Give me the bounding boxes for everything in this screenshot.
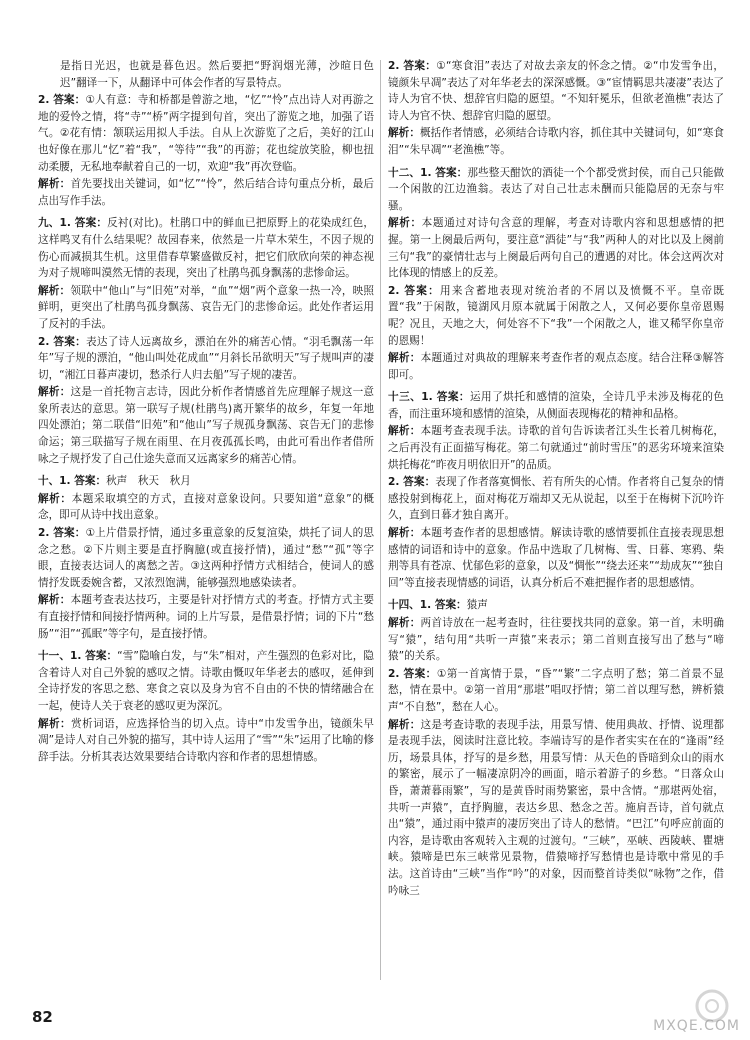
answer-entry — [388, 389, 724, 422]
answer-entry — [38, 491, 374, 524]
answer-label: 2. 答案： — [388, 60, 437, 72]
answer-entry — [388, 717, 724, 900]
answer-text: ①“寒食泪”表达了对故去亲友的怀念之情。②“巾发雪争出，镜颜朱早凋”表达了对年华老去的深深感慨。③“宦情羁思共凄凄”表达了诗人为官不快、想辞官归隐的愿望。“不知轩冕乐，但欲老渔樵”表达了诗人为官不快、想辞官归隐的愿望。 — [388, 60, 724, 122]
answer-text: 本题通过对诗句含意的理解，考查对诗歌内容和思想感情的把握。第一上阕最后两句，要注意“酒徒”与“我”两种人的对比以及上阕前三句“我”的豪情壮志与上阕最后两句自己的遭遇的对比。体会这两次对比体现的情感上的反差。 — [388, 217, 724, 280]
answer-text: 猿声 — [466, 599, 488, 612]
answer-text: 两首诗放在一起考查时，往往要找共同的意象。第一首，未明确写“猿”，结句用“共听一声猿”来表示；第二首则直接写出了愁与“啼猿”的关系。 — [388, 617, 724, 663]
answer-label: 解析： — [38, 594, 71, 607]
answer-entry — [38, 384, 374, 467]
answer-entry — [38, 92, 374, 175]
answer-text: 这是考查诗歌的表现手法，用景写情、使用典故、抒情、说理都是表现手法，阅读时注意比较。李端诗写的是作者实实在在的“逢雨”经历，场景具体，抒写的是乡愁，用景写情：从天色的昏暗到众山的雨水的繁密，展示了一幅凄凉阴冷的画面，暗示着游子的乡愁。“日落众山昏，萧萧暮雨繁”，写的是黄昏时雨势繁密，景中含情。“那堪两处宿，共听一声猿”，直抒胸臆，表达乡思、愁念之苦。施肩吾诗，首句就点出“猿”，通过雨中猿声的凄厉突出了诗人的愁情。“巴江”句呼应前面的内容，是诗歌由客观转入主观的过渡句。“三峡”，巫峡、西陵峡、瞿塘峡。猿啼是巴东三峡常见景物，借猿啼抒写愁情也是诗歌中常见的手法。这首诗由“三峡”当作“吟”的对象，因而整首诗类似“咏物”之作，借吟咏三 — [388, 718, 724, 897]
answer-label: 十四、1. 答案： — [388, 599, 467, 612]
answer-entry — [388, 125, 724, 158]
answer-text: 这是一首托物言志诗，因此分析作者情感首先应理解子规这一意象所表达的意思。第一联写子规(杜鹃鸟)离开繁华的故乡，年复一年地四处漂泊；第二联借“旧苑”和“他山”写子规孤身飘荡、哀告无门的悲惨命运；第三联描写子规在雨里、在月夜孤孤长鸣，由此可看出作者借所咏之子规抒发了自己仕途失意而又远离家乡的痛苦心情。 — [38, 386, 374, 465]
right-column — [388, 58, 724, 980]
answer-entry — [388, 423, 724, 473]
answer-text: 首先要找出关键词，如“忆”“怜”，然后结合诗句重点分析，最后点出写作手法。 — [38, 178, 374, 207]
column-divider — [380, 60, 381, 980]
answer-text: 用来含蓄地表现对统治者的不屑以及愤慨不平。皇帝既置“我”于闲散，镜湖风月原本就属于闲散之人，又何必要你皇帝恩赐呢？况且，天地之大，何处容不下“我”一个闲散之人，谁又稀罕你皇帝的恩赐！ — [388, 284, 724, 347]
answer-entry — [388, 165, 724, 215]
answer-entry — [388, 597, 724, 614]
answer-text: 运用了烘托和感情的渲染，全诗几乎未涉及梅花的色香，而注重环境和感情的渲染，从侧面表现梅花的精神和品格。 — [388, 391, 724, 420]
answer-text: 本题考查表达技巧，主要是针对抒情方式的考查。抒情方式主要有直接抒情和间接抒情两种。词的上片写景，是借景抒情；词的下片“愁肠”“泪”“孤眠”等字句，是直接抒情。 — [38, 594, 374, 640]
answer-text: “雪”隐喻白发，与“朱”相对，产生强烈的色彩对比，隐含着诗人对自己外貌的感叹之情。诗歌由慨叹年华老去的感叹，延伸到全诗抒发的客思之愁、寒食之哀以及身为官不自由的不快的情绪融合在一起，使诗人关于衰老的感叹更为深沉。 — [38, 650, 374, 712]
answer-entry — [388, 350, 724, 383]
answer-label: 2. 答案： — [388, 284, 441, 297]
answer-text: 本题通过对典故的理解来考查作者的观点态度。结合注释③解答即可。 — [388, 352, 724, 381]
answer-label: 解析： — [388, 352, 421, 365]
answer-label: 解析： — [38, 717, 72, 730]
answer-label: 2. 答案： — [38, 527, 86, 540]
answer-label: 解析： — [388, 617, 421, 629]
answer-text: ①人有意：寺和桥都是曾游之地，“忆”“怜”点出诗人对再游之地的爱怜之情，将“寺”“桥”两字提到句首，突出了游览之地，加强了语气。②花有情：颔联运用拟人手法。自从上次游览了之后，美好的江山也好像在那儿“忆”着“我”，“等待”“我”的再游；花也绽放笑脸，柳也扭动柔腰，无私地奉献着自己的一切，欢迎“我”再次登临。 — [38, 94, 374, 173]
answer-entry — [38, 334, 374, 384]
answer-label: 解析： — [388, 127, 420, 140]
answer-entry — [38, 592, 374, 642]
answer-entry — [38, 283, 374, 333]
left-column — [38, 58, 374, 980]
answer-text: 表现了作者落寞惆怅、若有所失的心情。作者将自己复杂的情感投射到梅花上，面对梅花万端却又无从说起，以至于在梅树下沉吟许久，直到日暮才独自离开。 — [388, 476, 724, 522]
answer-entry — [388, 58, 724, 124]
answer-entry — [38, 215, 374, 281]
answer-label: 解析： — [38, 386, 71, 399]
answer-text: 概括作者情感，必须结合诗歌内容，抓住其中关键词句，如“寒食泪”“朱早凋”“老渔樵”等。 — [388, 127, 724, 156]
answer-label: 解析： — [388, 527, 421, 540]
answer-label: 解析： — [388, 718, 421, 731]
answer-label: 十、1. 答案： — [38, 475, 107, 488]
answer-label: 九、1. 答案： — [38, 217, 108, 230]
watermark-text: MXQE.COM — [653, 1018, 740, 1034]
answer-entry — [38, 525, 374, 591]
answer-label: 解析： — [388, 425, 421, 438]
answer-label: 2. 答案： — [38, 94, 86, 107]
answer-text: 本题采取填空的方式，直接对意象设问。只要知道“意象”的概念，即可从诗中找出意象。 — [38, 492, 374, 522]
answer-text: 是指日光迟，也就是暮色迟。然后要把“野润烟光薄，沙暄日色迟”翻译一下，从翻译中可体会作者的写景特点。 — [60, 60, 374, 89]
answer-entry — [38, 648, 374, 714]
answer-text: 赏析词语，应选择恰当的切入点。诗中“巾发雪争出，镜颜朱早凋”是诗人对自己外貌的描写，其中诗人运用了“雪”“朱”运用了比喻的修辞手法。分析其表达效果要结合诗歌内容和作者的思想情感。 — [38, 717, 374, 763]
answer-text: 表达了诗人远离故乡，漂泊在外的痛苦心情。“羽毛飘荡一年年”写子规的漂泊，“他山叫处花成血”“月斜长吊欲明天”写子规叫声的凄切，“湘江日暮声凄切，愁杀行人归去船”写子规的凄苦。 — [38, 335, 374, 381]
page-number: 82 — [32, 1008, 53, 1026]
answer-text: 秋声 秋天 秋月 — [106, 475, 191, 488]
answer-entry — [38, 176, 374, 209]
answer-label: 解析： — [38, 284, 71, 297]
answer-text: 本题考查表现手法。诗歌的首句告诉读者江头生长着几树梅花，之后再没有正面描写梅花。第二句就通过“前时雪压”的恶劣环境来渲染烘托梅花“昨夜月明依旧开”的品质。 — [388, 425, 724, 471]
answer-entry — [388, 215, 724, 281]
answer-entry — [388, 615, 724, 665]
answer-label: 解析： — [38, 178, 71, 191]
answer-text: 反衬(对比)。杜鹃口中的鲜血已把原野上的花染成红色，这样鸣叉有什么结果呢？故园春来，依然是一片草木荣生，不因子规的伤心而减损其生机。这里借春草繁盛做反衬，把它们欣欣向荣的神态视为对子规啼叫漠然无情的表现，突出了杜鹃鸟孤身飘荡的悲惨命运。 — [38, 217, 374, 280]
answer-entry — [388, 525, 724, 591]
answer-label: 解析： — [38, 492, 72, 505]
answer-label: 十一、1. 答案： — [38, 650, 118, 663]
answer-entry — [388, 474, 724, 524]
answer-label: 2. 答案： — [38, 335, 86, 348]
answer-entry — [388, 283, 724, 349]
answer-text: ①上片借景抒情，通过多重意象的反复渲染，烘托了词人的思念之愁。②下片则主要是直抒胸臆(或直接抒情)，通过“愁”“孤”等字眼，直接表达词人的离愁之苦。③这两种抒情方式相结合，使词人的感情抒发既委婉含蓄，又浓烈饱满，能够强烈地感染读者。 — [38, 527, 374, 589]
answer-label: 2. 答案： — [388, 667, 437, 680]
answer-text: 那些整天酣饮的酒徒一个个都受赏封侯，而自己只能做一个闲散的江边渔翁。表达了对自己壮志未酬而只能隐居的无奈与牢骚。 — [388, 166, 724, 212]
answer-entry — [38, 716, 374, 766]
answer-text: 领联中“他山”与“旧苑”对举，“血”“烟”两个意象一热一冷，映照鲜明，更突出了杜鹃鸟孤身飘荡、哀告无门的悲惨命运。此处作者运用了反衬的手法。 — [38, 284, 374, 330]
answer-text: 本题考查作者的思想感情。解读诗歌的感情要抓住直接表现思想感情的词语和诗中的意象。作品中选取了几树梅、雪、日暮、寒鸦、柴荆等具有苍凉、忧郁色彩的意象，以及“惆怅”“绕去还来”“劫成灰”“独自回”等直接表现情感的词语，认真分析后不难把握作者的思想感情。 — [388, 527, 724, 589]
answer-label: 解析： — [388, 217, 422, 230]
answer-entry — [38, 473, 374, 490]
answer-text: ①第一首寓情于景，“昏”“繁”二字点明了愁；第二首景不显愁，情在景中。②第一首用“那堪”唱叹抒情；第二首以理写愁，辨析猿声“不自愁”，愁在人心。 — [388, 667, 724, 713]
answer-label: 2. 答案： — [388, 476, 436, 489]
answer-label: 十三、1. 答案： — [388, 391, 470, 404]
answer-entry — [388, 666, 724, 716]
answer-label: 十二、1. 答案： — [388, 166, 468, 179]
answer-entry — [38, 58, 374, 91]
